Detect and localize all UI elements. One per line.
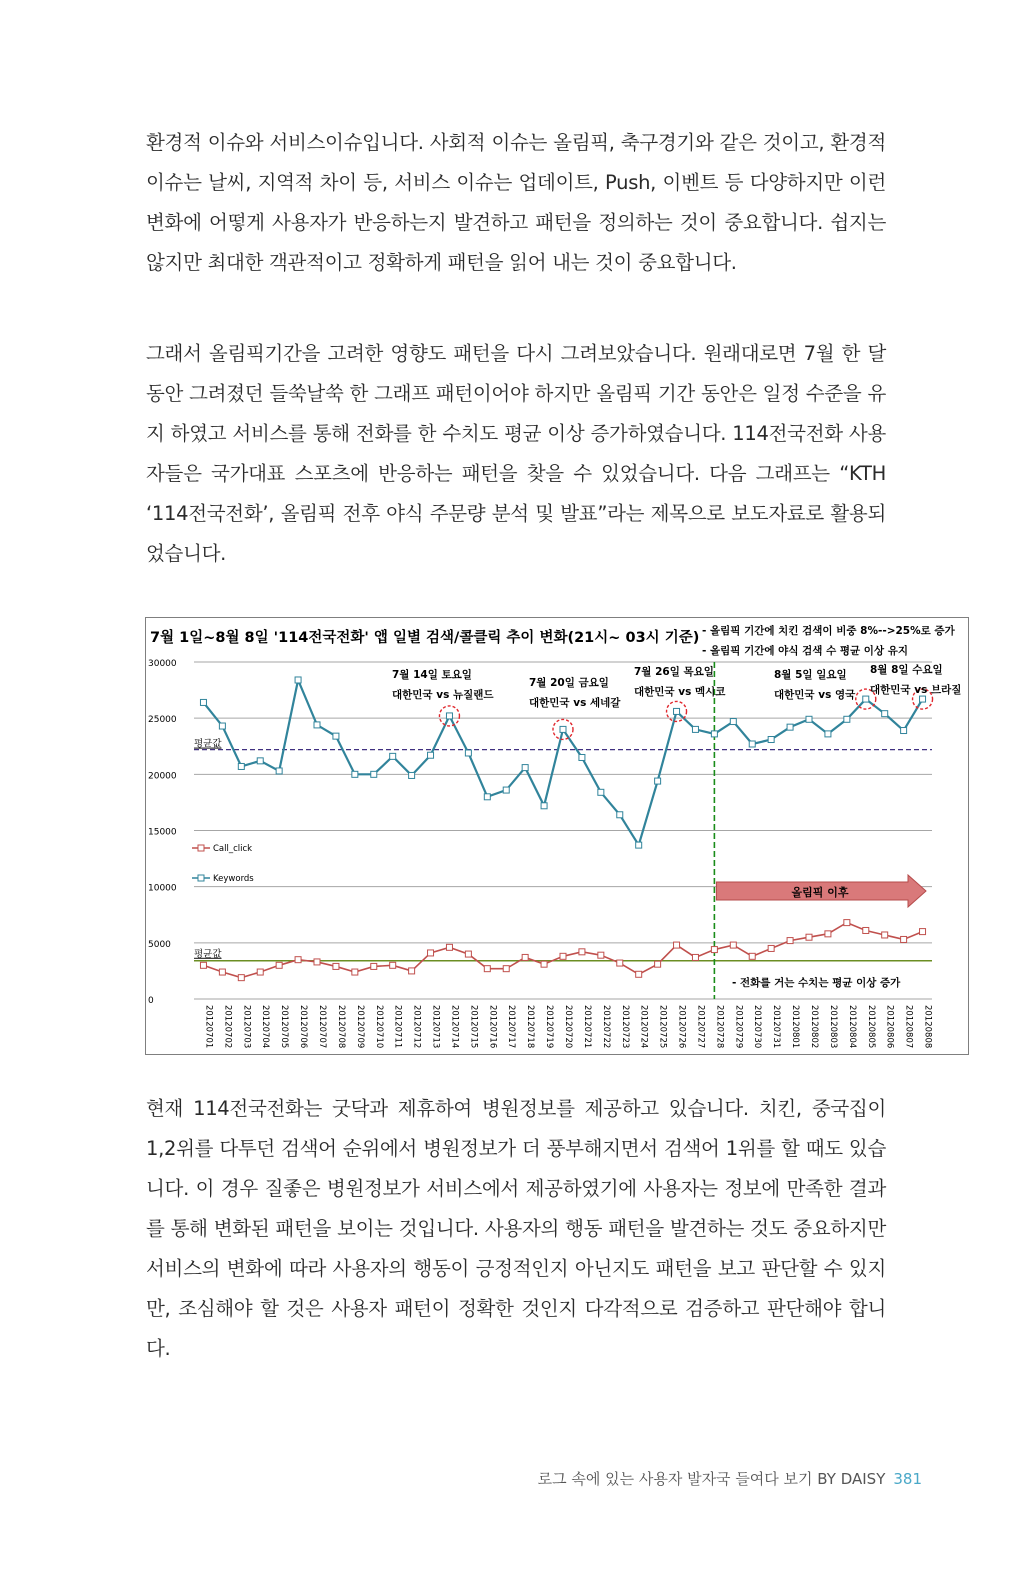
data-point-keywords — [484, 794, 490, 800]
x-tick-label: 20120718 — [525, 1005, 536, 1049]
x-tick-label: 20120722 — [600, 1005, 611, 1049]
average-label-keywords: 평균값 — [194, 738, 222, 750]
annotation-date: 7월 14일 토요일 — [392, 669, 472, 681]
y-tick-label: 15000 — [148, 827, 177, 838]
data-point-call_click — [352, 969, 358, 975]
x-tick-label: 20120728 — [714, 1005, 725, 1049]
data-point-keywords — [636, 842, 642, 848]
legend-marker — [198, 845, 204, 851]
data-point-keywords — [560, 726, 566, 732]
y-tick-label: 5000 — [148, 939, 171, 950]
x-tick-label: 20120726 — [676, 1005, 687, 1049]
data-point-keywords — [674, 708, 680, 714]
data-point-call_click — [655, 961, 661, 967]
data-point-keywords — [238, 763, 244, 769]
data-point-keywords — [371, 771, 377, 777]
data-point-keywords — [825, 731, 831, 737]
data-point-call_click — [238, 975, 244, 981]
data-point-keywords — [655, 778, 661, 784]
data-point-keywords — [711, 731, 717, 737]
average-label-call: 평균값 — [194, 948, 222, 960]
plot-area — [148, 659, 961, 1048]
data-point-keywords — [901, 728, 907, 734]
data-point-call_click — [825, 931, 831, 937]
x-tick-label: 20120802 — [809, 1005, 819, 1049]
data-point-keywords — [522, 765, 528, 771]
data-point-keywords — [352, 771, 358, 777]
paragraph-3: 현재 114전국전화는 굿닥과 제휴하여 병원정보를 제공하고 있습니다. 치킨, 중국집이 1,2위를 다투던 검색어 순위에서 병원정보가 더 풍부해지면서 검색어 1위를 할 때도 있습니다. 이 경우 질좋은 병원정보가 서비스에서 제공하였기에 사용자는 정보에 만족한 결과를 통해 변화된 패턴을 보이는 것입니다. 사용자의 행동 패턴을 발견하는 것도 중요하지만 서비스의 변화에 따라 사용자의 행동이 긍정적인지 아닌지도 패턴을 보고 판단할 수 있지만, 조심해야 할 것은 사용자 패턴이 정확한 것인지 다각적으로 검증하고 판단해야 합니다. — [146, 1097, 886, 1360]
data-point-call_click — [295, 957, 301, 963]
x-tick-label: 20120720 — [563, 1005, 573, 1049]
x-tick-label: 20120731 — [771, 1005, 782, 1049]
data-point-call_click — [390, 962, 396, 968]
data-point-keywords — [692, 726, 698, 732]
data-point-call_click — [749, 953, 755, 959]
annotation-match: 대한민국 vs 브라질 — [870, 684, 962, 696]
data-point-call_click — [768, 945, 774, 951]
x-tick-label: 20120723 — [619, 1005, 630, 1049]
x-tick-label: 20120719 — [544, 1005, 555, 1049]
data-point-call_click — [409, 968, 415, 974]
data-point-call_click — [503, 966, 509, 972]
annotation-match: 대한민국 vs 뉴질랜드 — [392, 689, 494, 701]
call-increase-note: - 전화를 거는 수치는 평균 이상 증가 — [732, 977, 901, 989]
data-point-keywords — [579, 754, 585, 760]
data-point-keywords — [257, 758, 263, 764]
chart-title: 7월 1일~8월 8일 '114전국전화' 앱 일별 검색/콜클릭 추이 변화(21시~ 03시 기준) — [150, 630, 700, 646]
data-point-call_click — [428, 950, 434, 956]
x-tick-label: 20120721 — [581, 1005, 592, 1049]
data-point-call_click — [541, 961, 547, 967]
chart-note-late-night: - 올림픽 기간에 야식 검색 수 평균 이상 유지 — [702, 645, 909, 657]
data-point-call_click — [920, 929, 926, 935]
data-point-call_click — [276, 962, 282, 968]
x-tick-label: 20120710 — [373, 1005, 384, 1049]
paragraph-2: 그래서 올림픽기간을 고려한 영향도 패턴을 다시 그려보았습니다. 원래대로면 7월 한 달 동안 그려졌던 들쑥날쑥 한 그래프 패턴이어야 하지만 올림픽 기간 동안은 일정 수준을 유지 하였고 서비스를 통해 전화를 한 수치도 평균 이상 증가하였습니다. 114전국전화 사용자들은 국가대표 스포츠에 반응하는 패턴을 찾을 수 있었습니다. 다음 그래프는 “KTH ‘114전국전화’, 올림픽 전후 야식 주문량 분석 및 발표”라는 제목으로 보도자료로 활용되었습니다. — [146, 342, 886, 565]
annotation-date: 7월 26일 목요일 — [634, 666, 714, 678]
data-point-call_click — [730, 942, 736, 948]
paragraph-1: 환경적 이슈와 서비스이슈입니다. 사회적 이슈는 올림픽, 축구경기와 같은 것이고, 환경적 이슈는 날씨, 지역적 차이 등, 서비스 이슈는 업데이트, Push, 이벤트 등 다양하지만 이런 변화에 어떻게 사용자가 반응하는지 발견하고 패턴을 정의하는 것이 중요합니다. 쉽지는 않지만 최대한 객관적이고 정확하게 패턴을 읽어 내는 것이 중요합니다. — [146, 131, 886, 274]
data-point-keywords — [333, 733, 339, 739]
series-line-call_click — [203, 923, 922, 978]
x-tick-label: 20120713 — [430, 1005, 441, 1049]
data-point-keywords — [768, 737, 774, 743]
x-tick-label: 20120730 — [752, 1005, 763, 1049]
x-tick-label: 20120724 — [638, 1005, 649, 1049]
x-tick-label: 20120717 — [506, 1005, 517, 1049]
x-tick-label: 20120804 — [846, 1005, 857, 1049]
y-tick-label: 25000 — [148, 715, 177, 726]
data-point-keywords — [295, 677, 301, 683]
x-tick-label: 20120715 — [468, 1005, 479, 1049]
x-tick-label: 20120803 — [827, 1005, 838, 1049]
legend-label: Call_click — [213, 844, 253, 854]
x-tick-label: 20120805 — [865, 1005, 876, 1049]
data-point-keywords — [446, 713, 452, 719]
data-point-call_click — [522, 954, 528, 960]
data-point-keywords — [617, 812, 623, 818]
data-point-keywords — [503, 787, 509, 793]
data-point-call_click — [579, 949, 585, 955]
data-point-call_click — [806, 934, 812, 940]
annotation-match: 대한민국 vs 세네갈 — [529, 697, 621, 709]
annotation-match: 대한민국 vs 영국 — [774, 689, 856, 701]
data-point-call_click — [446, 944, 452, 950]
data-point-call_click — [257, 969, 263, 975]
data-point-call_click — [844, 920, 850, 926]
x-tick-label: 20120714 — [449, 1005, 460, 1049]
annotation-match: 대한민국 vs 멕시코 — [634, 686, 726, 698]
data-point-call_click — [371, 963, 377, 969]
chart-canvas — [146, 618, 968, 1054]
annotation-date: 7월 20일 금요일 — [529, 677, 609, 689]
x-tick-label: 20120708 — [335, 1005, 346, 1049]
data-point-call_click — [598, 952, 604, 958]
x-tick-label: 20120705 — [279, 1005, 290, 1049]
data-point-keywords — [806, 716, 812, 722]
data-point-keywords — [465, 750, 471, 756]
data-point-keywords — [390, 753, 396, 759]
x-tick-label: 20120704 — [260, 1005, 271, 1049]
data-point-keywords — [409, 772, 415, 778]
y-tick-label: 30000 — [148, 659, 177, 669]
x-tick-label: 20120707 — [317, 1005, 327, 1049]
page-number: 381 — [893, 1470, 922, 1488]
data-point-keywords — [844, 716, 850, 722]
legend-marker — [198, 875, 204, 881]
x-tick-label: 20120808 — [922, 1005, 933, 1049]
data-point-keywords — [541, 803, 547, 809]
data-point-call_click — [200, 962, 206, 968]
x-tick-label: 20120712 — [411, 1005, 422, 1049]
data-point-call_click — [901, 936, 907, 942]
data-point-call_click — [219, 969, 225, 975]
data-point-call_click — [617, 960, 623, 966]
annotation-date: 8월 8일 수요일 — [870, 664, 943, 676]
x-tick-label: 20120702 — [222, 1005, 233, 1049]
data-point-keywords — [428, 752, 434, 758]
annotation-date: 8월 5일 일요일 — [774, 669, 847, 681]
data-point-call_click — [636, 971, 642, 977]
data-point-keywords — [730, 719, 736, 725]
data-point-call_click — [333, 963, 339, 969]
data-point-keywords — [920, 696, 926, 702]
data-point-call_click — [465, 951, 471, 957]
y-tick-label: 10000 — [148, 883, 177, 894]
data-point-keywords — [200, 699, 206, 705]
page-footer — [486, 1468, 922, 1489]
x-tick-label: 20120706 — [298, 1005, 309, 1049]
data-point-keywords — [219, 723, 225, 729]
chart-note-chicken: - 올림픽 기간에 치킨 검색이 비중 8%-->25%로 증가 — [702, 625, 955, 637]
data-point-keywords — [749, 741, 755, 747]
data-point-call_click — [787, 938, 793, 944]
data-point-call_click — [314, 959, 320, 965]
data-point-call_click — [692, 954, 698, 960]
data-point-keywords — [598, 789, 604, 795]
x-tick-label: 20120703 — [241, 1005, 252, 1049]
x-tick-label: 20120801 — [790, 1005, 801, 1049]
x-tick-label: 20120806 — [884, 1005, 895, 1049]
olympic-label: 올림픽 이후 — [791, 886, 849, 899]
data-point-call_click — [863, 927, 869, 933]
x-tick-label: 20120711 — [392, 1005, 403, 1049]
data-point-keywords — [863, 696, 869, 702]
data-point-keywords — [787, 724, 793, 730]
data-point-call_click — [484, 966, 490, 972]
x-tick-label: 20120729 — [733, 1005, 744, 1049]
data-point-keywords — [276, 768, 282, 774]
y-tick-label: 20000 — [148, 771, 177, 782]
x-tick-label: 20120727 — [695, 1005, 706, 1049]
x-tick-label: 20120709 — [354, 1005, 365, 1049]
data-point-call_click — [882, 932, 888, 938]
data-point-keywords — [882, 711, 888, 717]
legend-label: Keywords — [213, 874, 254, 884]
footer-book-title: 로그 속에 있는 사용자 발자국 들여다 보기 BY DAISY — [537, 1470, 886, 1488]
data-point-call_click — [674, 942, 680, 948]
y-tick-label: 0 — [148, 996, 154, 1006]
x-tick-label: 20120807 — [903, 1005, 914, 1049]
x-tick-label: 20120716 — [487, 1005, 498, 1049]
data-point-call_click — [560, 953, 566, 959]
data-point-keywords — [314, 722, 320, 728]
x-tick-label: 20120701 — [203, 1005, 214, 1049]
x-tick-label: 20120725 — [657, 1005, 668, 1049]
search-call-trend-chart — [145, 617, 969, 1055]
data-point-call_click — [711, 947, 717, 953]
